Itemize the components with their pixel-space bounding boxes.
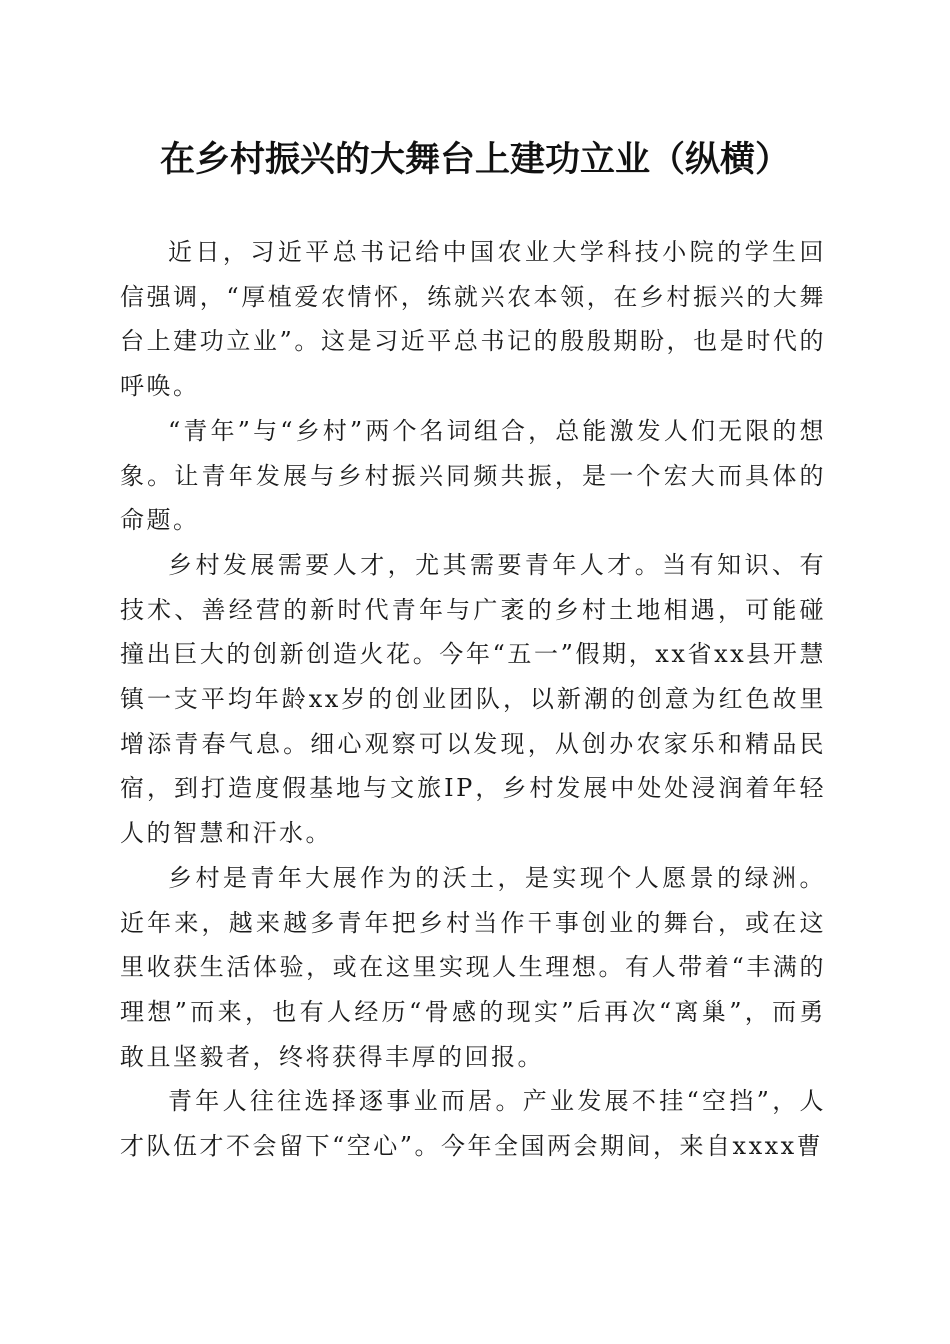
paragraph-2: “青年”与“乡村”两个名词组合，总能激发人们无限的想象。让青年发展与乡村振兴同频共振，是一个宏大而具体的命题。 (120, 416, 826, 535)
document-body (120, 230, 826, 1169)
paragraph-3: 乡村发展需要人才，尤其需要青年人才。当有知识、有技术、善经营的新时代青年与广袤的乡村土地相遇，可能碰撞出巨大的创新创造火花。今年“五一”假期，xx省xx县开慧镇一支平均年龄xx岁的创业团队，以新潮的创意为红色故里增添青春气息。细心观察可以发现，从创办农家乐和精品民宿，到打造度假基地与文旅IP，乡村发展中处处浸润着年轻人的智慧和汗水。 (120, 550, 826, 848)
document-title: 在乡村振兴的大舞台上建功立业（纵横） (159, 139, 790, 180)
paragraph-4: 乡村是青年大展作为的沃土，是实现个人愿景的绿洲。近年来，越来越多青年把乡村当作干事创业的舞台，或在这里收获生活体验，或在这里实现人生理想。有人带着“丰满的理想”而来，也有人经历“骨感的现实”后再次“离巢”，而勇敢且坚毅者，终将获得丰厚的回报。 (120, 863, 826, 1071)
paragraph-5: 青年人往往选择逐事业而居。产业发展不挂“空挡”，人才队伍才不会留下“空心”。今年全国两会期间，来自xxxx曹 (120, 1087, 826, 1161)
paragraph-1: 近日，习近平总书记给中国农业大学科技小院的学生回信强调，“厚植爱农情怀，练就兴农本领，在乡村振兴的大舞台上建功立业”。这是习近平总书记的殷殷期盼，也是时代的呼唤。 (120, 238, 826, 401)
